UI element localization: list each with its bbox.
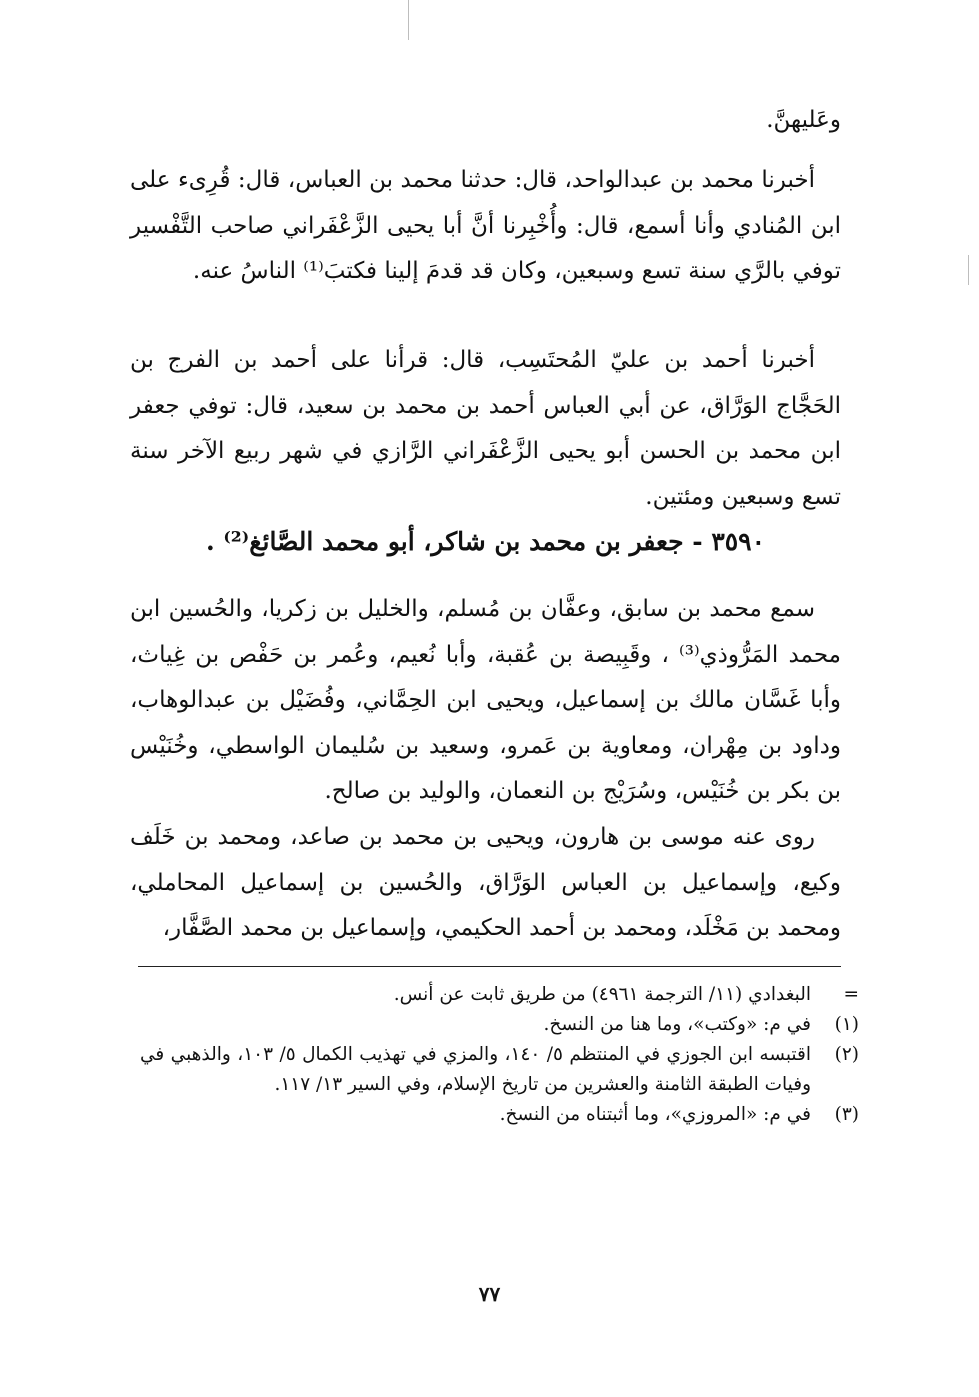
footnote-marker: (٢) bbox=[834, 1044, 859, 1065]
footnote-text: في م: «وكتب»، وما هنا من النسخ. bbox=[543, 1014, 811, 1035]
entry-heading: ٣٥٩٠ - جعفر بن محمد بن شاكر، أبو محمد الصَّائغ⁽²⁾ . bbox=[205, 527, 766, 556]
paragraph-text: أخبرنا أحمد بن عليّ المُحتَسِب، قال: قرأنا على أحمد بن الفرج بن الحَجَّاج الوَرَّاق، عن أبي العباس أحمد بن محمد بن سعيد، قال: توفي جعفر ابن محمد بن الحسن أبو يحيى الزَّعْفَراني الرَّازي في شهر ربيع الآخر سنة تسع وسبعين ومئتين. bbox=[130, 347, 841, 510]
paragraph-text: سمع محمد بن سابق، وعفَّان بن مُسلم، والخليل بن زكريا، والحُسين ابن محمد المَرُّوذي⁽³⁾ ، وقَبِيصة بن عُقبة، وأبا نُعيم، وعُمر بن حَفْص بن غِياث، وأبا غَسَّان مالك بن إسماعيل، ويحيى ابن الحِمَّاني، وفُضَيْل بن عبدالوهاب، وداود بن مِهْران، ومعاوية بن عَمرو، وسعيد بن سُليمان الواسطي، وخُنَيْس بن بكر بن خُنَيْس، وسُرَيْج بن النعمان، والوليد بن صالح. bbox=[130, 596, 842, 804]
footnote-divider bbox=[138, 966, 841, 967]
paragraph-text: أخبرنا محمد بن عبدالواحد، قال: حدثنا محمد بن العباس، قال: قُرِىء على ابن المُنادي وأنا أسمع، قال: وأُخْبِرنا أنَّ أبا يحيى الزَّعْفَراني صاحب التَّفْسير توفي بالرَّي سنة تسع وسبعين، وكان قد قدمَ إلينا فكتبَ⁽¹⁾ الناسُ عنه. bbox=[130, 167, 841, 284]
footnote-marker: (١) bbox=[834, 1014, 859, 1035]
footnote bbox=[140, 1100, 859, 1130]
footnote-marker: = bbox=[843, 984, 859, 1005]
footnote bbox=[140, 1040, 859, 1100]
footnote-text: في م: «المروزي»، وما أثبتناه من النسخ. bbox=[499, 1104, 811, 1125]
paragraph bbox=[130, 815, 841, 952]
footnote bbox=[140, 1010, 859, 1040]
page-number: ٧٧ bbox=[478, 1282, 501, 1306]
paragraph bbox=[130, 587, 841, 815]
footnotes bbox=[140, 980, 859, 1130]
continuation-line: وعَليهنَّ. bbox=[766, 107, 841, 133]
paragraph bbox=[130, 338, 841, 520]
footnote bbox=[140, 980, 859, 1010]
footnote-text: البغدادي (١١/ الترجمة ٤٩٦١) من طريق ثابت عن أنس. bbox=[393, 984, 811, 1005]
footnote-marker: (٣) bbox=[834, 1104, 859, 1125]
footnote-text: اقتبسه ابن الجوزي في المنتظم ٥/ ١٤٠، والمزي في تهذيب الكمال ٥/ ١٠٣، والذهبي في وفيات الطبقة الثامنة والعشرين من تاريخ الإسلام، وفي السير ١٣/ ١١٧. bbox=[140, 1044, 811, 1095]
paragraph bbox=[130, 158, 841, 295]
paragraph-text: روى عنه موسى بن هارون، ويحيى بن محمد بن صاعد، ومحمد بن خَلَف وكيع، وإسماعيل بن العباس الوَرَّاق، والحُسين بن إسماعيل المحاملي، ومحمد بن مَخْلَد، ومحمد بن أحمد الحكيمي، وإسماعيل بن محمد الصَّفَّار، bbox=[130, 824, 841, 941]
scan-artifact bbox=[408, 0, 409, 40]
scan-artifact bbox=[968, 255, 969, 285]
